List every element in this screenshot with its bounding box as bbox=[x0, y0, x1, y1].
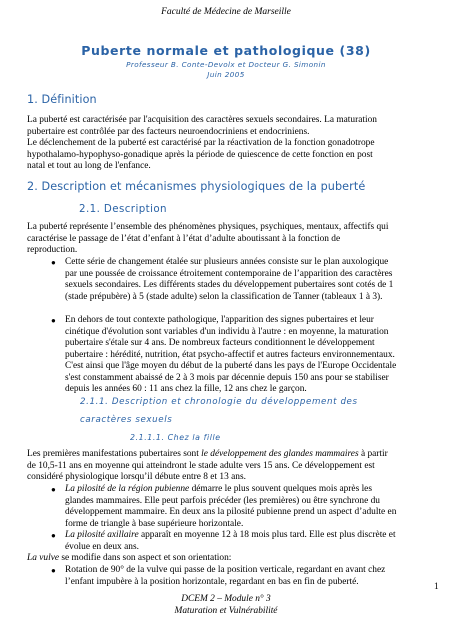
section-1-paragraph: La puberté est caractérisée par l'acquisition des caractères sexuels secondaires. La maturation pubertaire est contrôlée par des facteurs neuroendocriniens et endocriniens. Le déclenchement de la puberté est caractérisé par la réactivation de la fonction gonadotrope hypothalamo-hypophyso-gonadique après la période de quiescence de cette fonction en post natal et tout au long de l'enfance. bbox=[27, 115, 377, 171]
girl-intro-paragraph: Les premières manifestations pubertaires sont le développement des glandes mammaires à partir de 10,5-11 ans en moyenne qui atteindront le stade adulte vers 15 ans. Ce développement est considéré physiologique lorsqu’il débute entre 8 et 13 ans. bbox=[27, 449, 388, 482]
bullet-dot-icon: ● bbox=[51, 485, 56, 494]
footer-module: DCEM 2 – Module n° 3 bbox=[181, 594, 271, 604]
section-2-1-1-heading-line2: caractères sexuels bbox=[80, 415, 173, 425]
bullet-dot-icon: ● bbox=[51, 531, 56, 540]
page-number: 1 bbox=[434, 582, 439, 592]
section-2-1-intro: La puberté représente l’ensemble des phénomènes physiques, psychiques, mentaux, affectifs qui caractérise le passage de l’état d’enfant à l’état d’adulte aboutissant à la fonction de reproduction. bbox=[27, 222, 389, 255]
footer-subtitle: Maturation et Vulnérabilité bbox=[174, 606, 278, 616]
bullet-tanner: ● Cette série de changement étalée sur plusieurs années consiste sur le plan auxologique par une poussée de croissance étroitement contemporaine de l’apparition des caractères sexuels secondaires. Les différents stades du développement pubertaires sont cotés de 1 (stade prépubère) à 5 (stade adulte) selon la classification de Tanner (tableaux 1 à 3). bbox=[51, 257, 394, 302]
bullet-axillary-hair: ● La pilosité axillaire apparaît en moyenne 12 à 18 mois plus tard. Elle est plus discrète et évolue en deux ans. bbox=[51, 530, 396, 552]
bullet-vulva-rotation: ● Rotation de 90° de la vulve qui passe de la position verticale, regardant en avant chez l’enfant impubère à la position horizontale, regardant en bas en fin de puberté. bbox=[51, 565, 386, 587]
bullet-dot-icon: ● bbox=[51, 258, 56, 267]
section-1-heading: 1. Définition bbox=[27, 93, 97, 106]
bullet-variability: ● En dehors de tout contexte pathologique, l'apparition des signes pubertaires et leur cinétique d'évolution sont variables d'un individu à l'autre : en moyenne, la maturation pubertaire s'étale sur 4 ans. De nombreux facteurs conditionnent le développement pubertaire : hérédité, nutrition, état psycho-affectif et autres facteurs environnementaux. C'est ainsi que l'âge moyen du début de la puberté dans les pays de l'Europe Occidentale s'est constamment abaissé de 2 à 3 mois par décennie depuis 150 ans pour se stabiliser depuis les années 60 : 11 ans chez la fille, 12 ans chez le garçon. bbox=[51, 315, 397, 394]
section-2-1-1-1-heading: 2.1.1.1. Chez la fille bbox=[130, 433, 221, 442]
document-authors: Professeur B. Conte-Devolx et Docteur G. Simonin bbox=[126, 60, 326, 69]
bullet-dot-icon: ● bbox=[51, 566, 56, 575]
section-2-heading: 2. Description et mécanismes physiologiques de la puberté bbox=[27, 180, 366, 193]
faculty-header: Faculté de Médecine de Marseille bbox=[161, 7, 291, 17]
section-2-1-1-heading-line1: 2.1.1. Description et chronologie du développement des bbox=[80, 397, 358, 407]
vulva-paragraph: La vulve se modifie dans son aspect et son orientation: bbox=[27, 553, 232, 563]
section-2-1-heading: 2.1. Description bbox=[79, 203, 167, 215]
bullet-dot-icon: ● bbox=[51, 316, 56, 325]
bullet-pubic-hair: ● La pilosité de la région pubienne démarre le plus souvent quelques mois après les glandes mammaires. Elle peut parfois précéder (les premières) ou être synchrone du développement mammaire. En deux ans la pilosité pubienne prend un aspect d’adulte en forme de triangle à base supérieure horizontale. bbox=[51, 484, 397, 529]
document-title: Puberte normale et pathologique (38) bbox=[81, 43, 371, 58]
document-date: Juin 2005 bbox=[207, 70, 245, 79]
